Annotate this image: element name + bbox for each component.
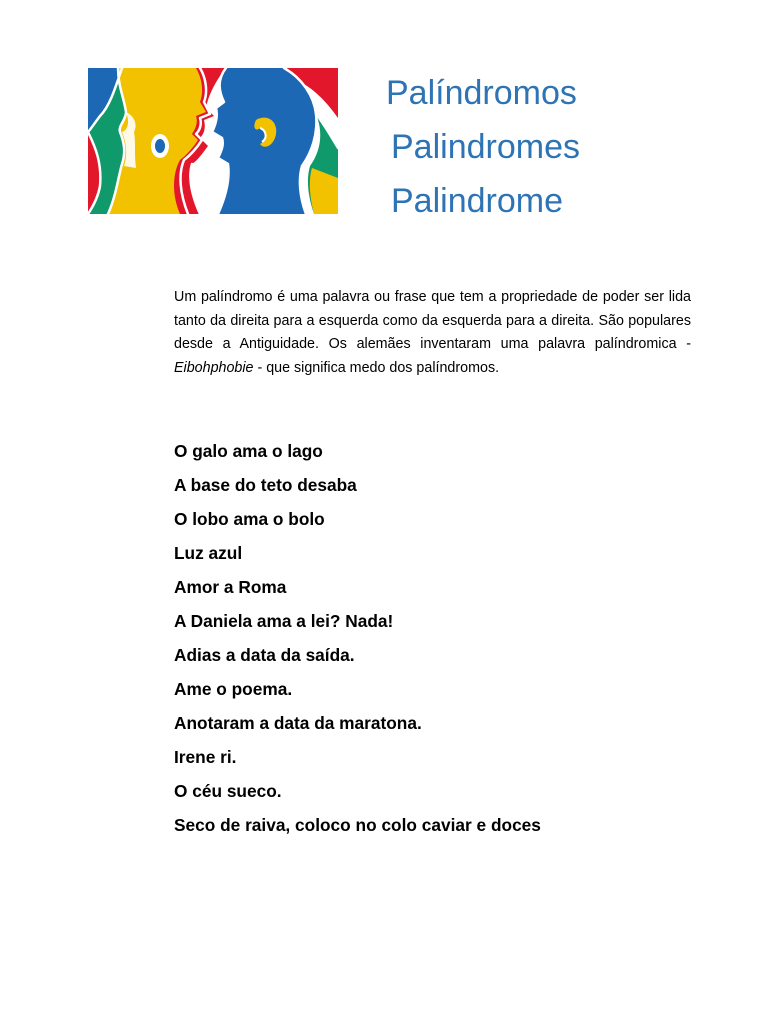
talking-heads-logo xyxy=(88,68,338,214)
intro-text-start: Um palíndromo é uma palavra ou frase que tem a propriedade de poder ser lida tanto da direita para a esquerda como da esquerda para a direita. São populares desde a Antiguidade. Os alemães inventaram uma palavra palíndromica - xyxy=(174,289,691,352)
list-item: O céu sueco. xyxy=(174,781,282,801)
intro-italic-word: Eibohphobie xyxy=(174,359,254,376)
list-item: A Daniela ama a lei? Nada! xyxy=(174,611,394,631)
title-german: Palindrome xyxy=(391,182,563,220)
list-item: Anotaram a data da maratona. xyxy=(174,713,422,733)
list-item: Adias a data da saída. xyxy=(174,645,355,665)
list-item: Irene ri. xyxy=(174,747,237,767)
list-item: O galo ama o lago xyxy=(174,441,323,461)
list-item: Seco de raiva, coloco no colo caviar e doces xyxy=(174,815,541,835)
title-english: Palindromes xyxy=(391,128,580,166)
list-item: Ame o poema. xyxy=(174,679,293,699)
title-block xyxy=(386,66,746,228)
list-item: Amor a Roma xyxy=(174,577,287,597)
palindrome-examples-list xyxy=(174,434,734,842)
list-item: Luz azul xyxy=(174,543,243,563)
intro-paragraph xyxy=(174,286,691,380)
intro-text-end: - que significa medo dos palíndromos. xyxy=(253,359,500,376)
title-portuguese: Palíndromos xyxy=(386,74,577,112)
list-item: A base do teto desaba xyxy=(174,475,357,495)
list-item: O lobo ama o bolo xyxy=(174,509,325,529)
